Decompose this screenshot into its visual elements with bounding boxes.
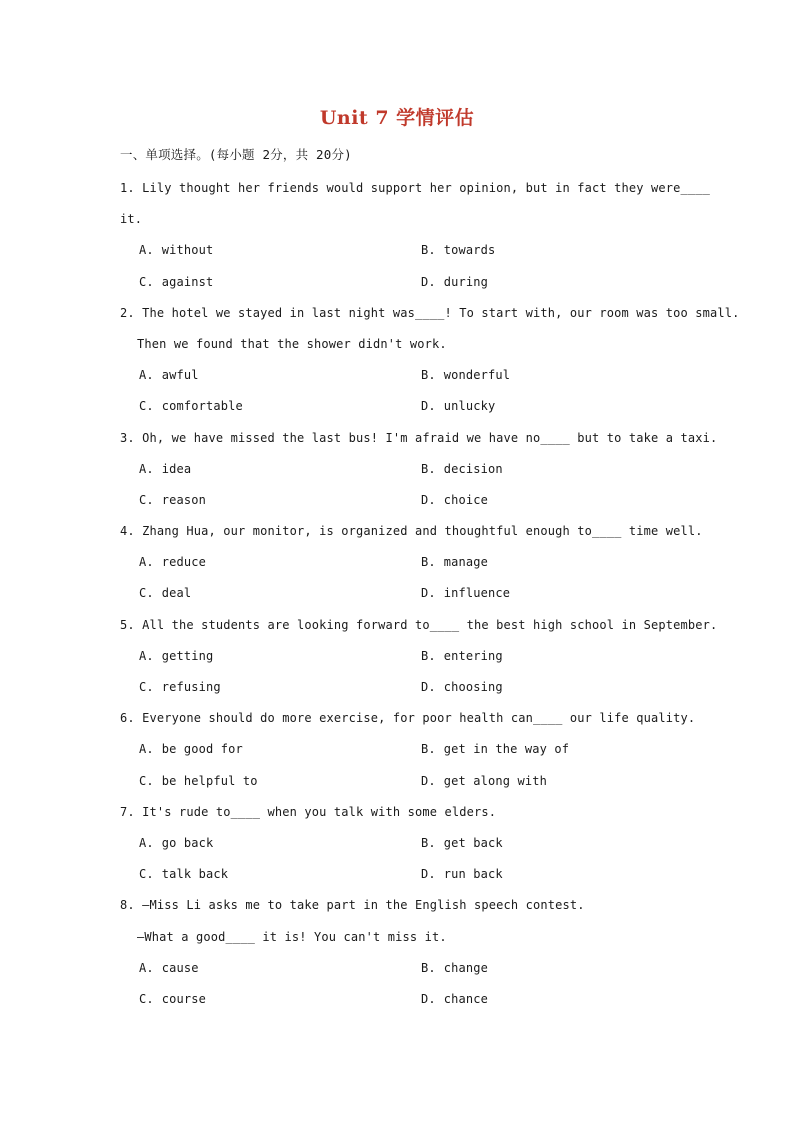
option-letter: B. xyxy=(421,960,436,975)
option-letter: A. xyxy=(139,648,154,663)
option-a[interactable] xyxy=(139,360,421,391)
option-text: change xyxy=(443,960,488,975)
option-d[interactable] xyxy=(421,984,488,1015)
option-letter: B. xyxy=(421,461,436,476)
option-text: reduce xyxy=(161,555,206,570)
option-b[interactable] xyxy=(421,641,503,672)
option-text: entering xyxy=(443,648,503,663)
option-a[interactable] xyxy=(139,734,421,765)
option-row xyxy=(120,485,680,516)
option-letter: C. xyxy=(139,680,154,694)
option-text: awful xyxy=(161,368,199,383)
option-row xyxy=(120,454,680,485)
option-letter: B. xyxy=(421,368,436,383)
question-8 xyxy=(120,890,680,1015)
question-stem: 7. It's rude to____ when you talk with some elders. xyxy=(120,804,497,819)
option-a[interactable] xyxy=(139,953,421,984)
section-heading: 一、单项选择。(每小题 2分，共 20分) xyxy=(120,147,352,162)
option-text: run back xyxy=(443,867,503,882)
option-row xyxy=(120,578,680,609)
option-letter: B. xyxy=(421,243,436,258)
option-text: without xyxy=(161,243,214,258)
option-row xyxy=(120,984,680,1015)
option-text: refusing xyxy=(161,680,221,694)
question-stem: 2. The hotel we stayed in last night was____! To start with, our room was too small. xyxy=(120,305,740,320)
option-a[interactable] xyxy=(139,641,421,672)
option-d[interactable] xyxy=(421,485,488,516)
option-c[interactable] xyxy=(139,984,421,1015)
question-stem: 3. Oh, we have missed the last bus! I'm afraid we have no____ but to take a taxi. xyxy=(120,430,718,445)
option-text: during xyxy=(443,274,488,289)
option-letter: A. xyxy=(139,368,154,383)
option-row xyxy=(120,766,680,797)
option-c[interactable] xyxy=(139,859,421,890)
option-text: comfortable xyxy=(161,399,243,414)
option-letter: B. xyxy=(421,555,436,570)
option-row xyxy=(120,828,680,859)
question-stem: 6. Everyone should do more exercise, for poor health can____ our life quality. xyxy=(120,711,696,726)
option-text: against xyxy=(161,274,214,289)
option-text: cause xyxy=(161,960,199,975)
option-letter: A. xyxy=(139,960,154,975)
option-c[interactable] xyxy=(139,391,421,422)
option-row xyxy=(120,734,680,765)
option-letter: C. xyxy=(139,399,154,414)
option-row xyxy=(120,953,680,984)
question-stem: 4. Zhang Hua, our monitor, is organized and thoughtful enough to____ time well. xyxy=(120,524,703,539)
option-letter: D. xyxy=(421,773,436,788)
option-b[interactable] xyxy=(421,828,503,859)
option-c[interactable] xyxy=(139,766,421,797)
option-letter: A. xyxy=(139,243,154,258)
option-d[interactable] xyxy=(421,267,488,298)
option-letter: C. xyxy=(139,586,154,601)
question-stem: 8. —Miss Li asks me to take part in the English speech contest. xyxy=(120,898,585,913)
option-row xyxy=(120,267,680,298)
option-letter: D. xyxy=(421,274,436,289)
option-c[interactable] xyxy=(139,672,421,703)
option-row xyxy=(120,235,680,266)
option-text: be helpful to xyxy=(161,773,258,788)
option-c[interactable] xyxy=(139,267,421,298)
option-letter: D. xyxy=(421,991,436,1006)
option-row xyxy=(120,672,680,703)
option-row xyxy=(120,391,680,422)
option-letter: C. xyxy=(139,991,154,1006)
option-b[interactable] xyxy=(421,360,510,391)
option-text: talk back xyxy=(161,867,229,882)
option-a[interactable] xyxy=(139,454,421,485)
option-text: deal xyxy=(161,586,192,601)
option-d[interactable] xyxy=(421,672,503,703)
question-stem-continued: —What a good____ it is! You can't miss it. xyxy=(137,929,447,944)
option-row xyxy=(120,547,680,578)
option-a[interactable] xyxy=(139,547,421,578)
option-letter: D. xyxy=(421,492,436,507)
option-text: course xyxy=(161,991,206,1006)
option-text: wonderful xyxy=(443,368,511,383)
option-letter: A. xyxy=(139,461,154,476)
option-d[interactable] xyxy=(421,391,495,422)
option-c[interactable] xyxy=(139,578,421,609)
question-7 xyxy=(120,797,680,891)
option-letter: A. xyxy=(139,835,154,850)
option-text: towards xyxy=(443,243,496,258)
question-stem-continued: it. xyxy=(120,212,143,227)
option-letter: A. xyxy=(139,555,154,570)
question-5 xyxy=(120,610,718,704)
option-a[interactable] xyxy=(139,235,421,266)
option-row xyxy=(120,360,680,391)
question-6 xyxy=(120,703,696,797)
option-letter: D. xyxy=(421,680,436,694)
option-text: get back xyxy=(443,835,503,850)
question-2 xyxy=(120,298,740,423)
question-list xyxy=(120,173,740,1015)
option-text: unlucky xyxy=(443,399,496,414)
option-row xyxy=(120,641,680,672)
option-letter: C. xyxy=(139,274,154,289)
option-letter: A. xyxy=(139,742,154,757)
option-text: choice xyxy=(443,492,488,507)
question-1 xyxy=(120,173,710,298)
question-stem: 5. All the students are looking forward to____ the best high school in September. xyxy=(120,617,718,632)
option-letter: D. xyxy=(421,586,436,601)
option-text: idea xyxy=(161,461,192,476)
option-text: chance xyxy=(443,991,488,1006)
option-c[interactable] xyxy=(139,485,421,516)
option-b[interactable] xyxy=(421,454,503,485)
option-b[interactable] xyxy=(421,734,569,765)
option-letter: B. xyxy=(421,648,436,663)
question-stem-continued: Then we found that the shower didn't work. xyxy=(137,336,447,351)
question-3 xyxy=(120,423,718,517)
option-a[interactable] xyxy=(139,828,421,859)
page-title: Unit 7 学情评估 xyxy=(319,107,475,129)
option-text: reason xyxy=(161,492,206,507)
option-text: influence xyxy=(443,586,511,601)
option-text: go back xyxy=(161,835,214,850)
option-b[interactable] xyxy=(421,953,488,984)
option-letter: B. xyxy=(421,835,436,850)
option-text: get along with xyxy=(443,773,547,788)
option-b[interactable] xyxy=(421,235,495,266)
option-letter: B. xyxy=(421,742,436,757)
option-text: decision xyxy=(443,461,503,476)
option-letter: C. xyxy=(139,773,154,788)
option-letter: D. xyxy=(421,399,436,414)
option-row xyxy=(120,859,680,890)
option-text: getting xyxy=(161,648,214,663)
option-b[interactable] xyxy=(421,547,488,578)
option-d[interactable] xyxy=(421,859,503,890)
option-d[interactable] xyxy=(421,766,547,797)
option-text: choosing xyxy=(443,680,503,694)
option-text: get in the way of xyxy=(443,742,570,757)
option-letter: C. xyxy=(139,867,154,882)
option-letter: D. xyxy=(421,867,436,882)
option-d[interactable] xyxy=(421,578,510,609)
question-4 xyxy=(120,516,703,610)
option-text: manage xyxy=(443,555,488,570)
option-letter: C. xyxy=(139,492,154,507)
option-text: be good for xyxy=(161,742,243,757)
question-stem: 1. Lily thought her friends would support her opinion, but in fact they were____ xyxy=(120,181,710,195)
